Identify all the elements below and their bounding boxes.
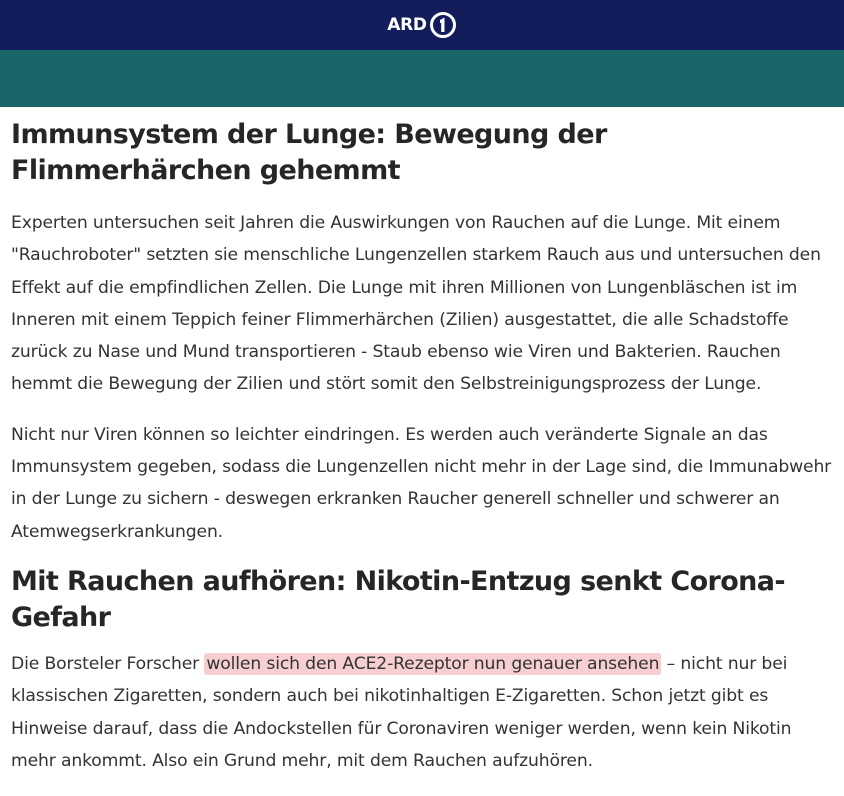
highlighted-text[interactable]: wollen sich den ACE2-Rezeptor nun genauer ansehen <box>206 653 660 674</box>
navigation-bar <box>0 50 844 107</box>
ard-one-logo-icon <box>429 11 457 39</box>
ard-logo[interactable] <box>387 11 456 39</box>
ard-logo-text: ARD <box>387 15 427 35</box>
article-body <box>0 117 844 777</box>
section-heading-quit-smoking: Mit Rauchen aufhören: Nikotin-Entzug senkt Corona-Gefahr <box>11 565 786 633</box>
paragraph-text-end: – nicht nur bei klassischen Zigaretten, sondern auch bei nikotinhaltigen E-Zigaretten. Schon jetzt gibt es Hinweise darauf, dass die Andockstellen für Coronaviren weniger werden, wenn kein Nikotin mehr ankommt. Also ein Grund mehr, mit dem Rauchen aufzuhören. <box>11 653 792 771</box>
paragraph-immune-signals: Nicht nur Viren können so leichter eindringen. Es werden auch veränderte Signale an das Immunsystem gegeben, sodass die Lungenzellen nicht mehr in der Lage sind, die Immunabwehr in der Lunge zu sichern - deswegen erkranken Raucher generell schneller und schwerer an Atemwegserkrankungen. <box>11 424 832 542</box>
paragraph-lung-effects: Experten untersuchen seit Jahren die Auswirkungen von Rauchen auf die Lunge. Mit einem "Rauchroboter" setzten sie menschliche Lungenzellen starkem Rauch aus und untersuchen den Effekt auf die empfindlichen Zellen. Die Lunge mit ihren Millionen von Lungenbläschen ist im Inneren mit einem Teppich feiner Flimmerhärchen (Zilien) ausgestattet, die alle Schadstoffe zurück zu Nase und Mund transportieren - Staub ebenso wie Viren und Bakterien. Rauchen hemmt die Bewegung der Zilien und stört somit den Selbstreinigungsprozess der Lunge. <box>11 213 821 395</box>
section-heading-immune-system: Immunsystem der Lunge: Bewegung der Flimmerhärchen gehemmt <box>11 119 607 186</box>
paragraph-text-start: Die Borsteler Forscher <box>11 653 205 674</box>
site-header <box>0 0 844 50</box>
paragraph-ace2-research <box>11 648 833 777</box>
